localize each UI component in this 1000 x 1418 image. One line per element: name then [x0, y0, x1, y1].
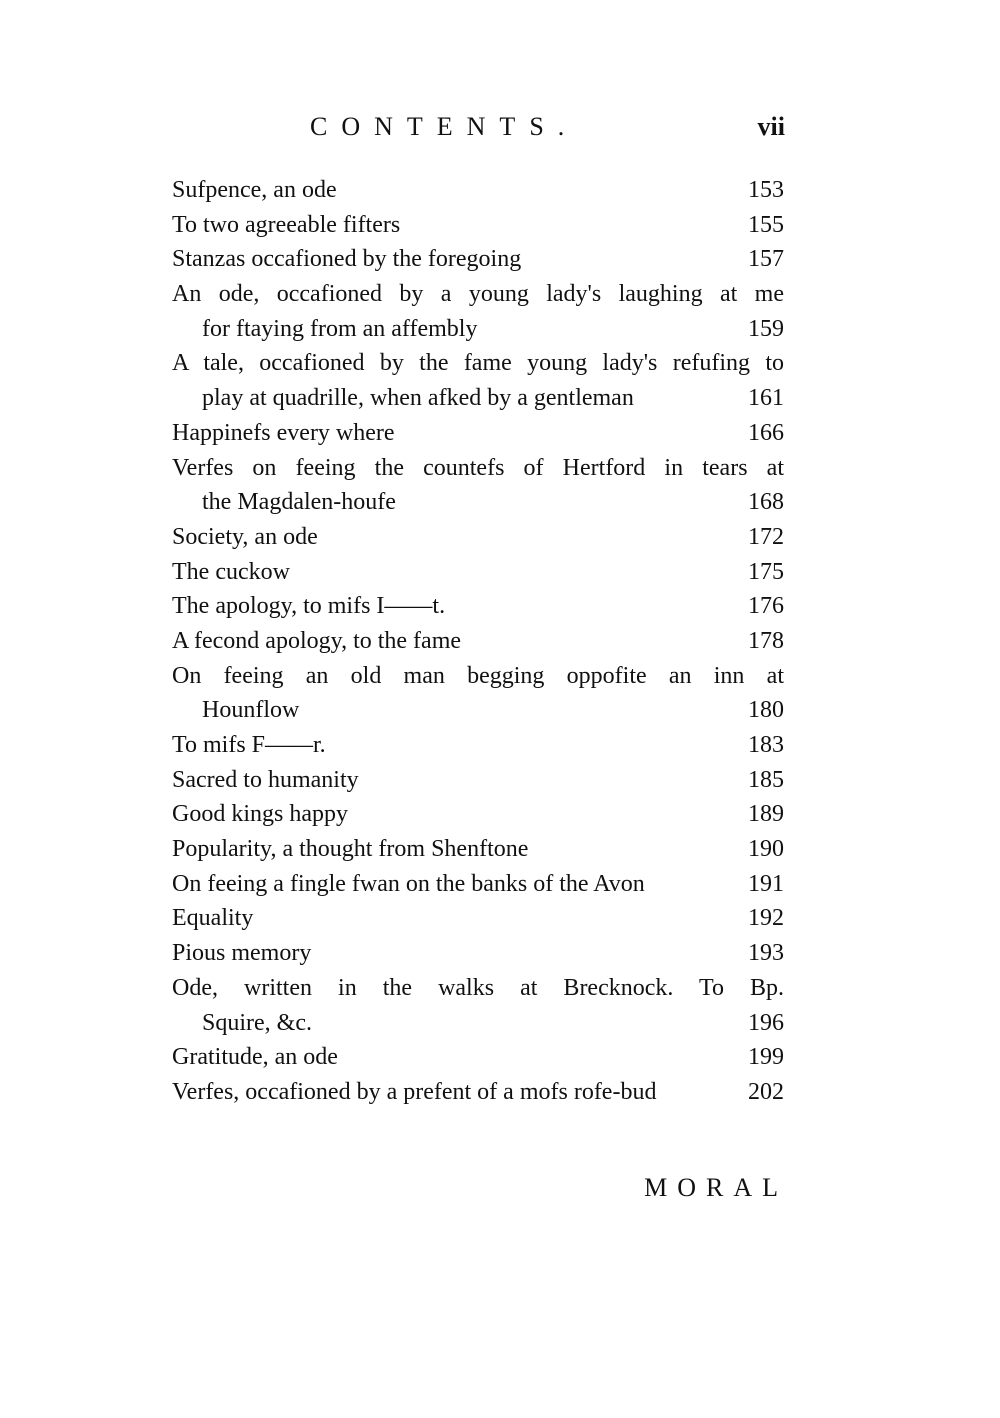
toc-entry-page-number: 193	[748, 940, 784, 967]
catchword: MORAL	[644, 1173, 788, 1202]
toc-entry-page-number: 191	[748, 870, 784, 897]
toc-entry	[172, 520, 784, 555]
toc-entry	[172, 1040, 784, 1075]
toc-entry-page-number: 199	[748, 1044, 784, 1071]
toc-entry-title: On feeing a fingle fwan on the banks of the Avon	[172, 870, 645, 897]
toc-entry-title: Gratitude, an ode	[172, 1044, 338, 1071]
toc-entry-page-number: 153	[748, 177, 784, 203]
toc-entry-page-number: 159	[748, 315, 784, 342]
toc-entry	[172, 763, 784, 798]
toc-entry-title: Stanzas occafioned by the foregoing	[172, 246, 522, 273]
toc-entry	[172, 901, 784, 936]
toc-entry	[172, 971, 784, 1006]
toc-entry	[172, 277, 784, 312]
toc-entry-page-number: 185	[748, 766, 784, 793]
toc-entry-page-number: 155	[748, 211, 784, 238]
page-title: CONTENTS.	[310, 112, 579, 141]
toc-entry-title: A fecond apology, to the fame	[172, 627, 462, 654]
toc-entry	[172, 728, 784, 763]
toc-entry-title: The cuckow	[172, 558, 290, 585]
toc-entry-continuation	[172, 693, 784, 728]
toc-entry-page-number: 172	[748, 523, 784, 550]
toc-entry-title: On feeing an old man begging oppofite an inn at	[172, 662, 784, 689]
toc-entry-page-number: 183	[748, 732, 784, 758]
toc-entry-page-number: 168	[748, 489, 784, 516]
toc-entry-page-number: 192	[748, 905, 784, 932]
toc-entry-continuation	[172, 312, 784, 347]
toc-entry-continuation	[172, 485, 784, 520]
toc-entry	[172, 242, 784, 277]
toc-entry-page-number: 189	[748, 801, 784, 828]
toc-entry-page-number: 180	[748, 697, 784, 724]
toc-entry-title: Pious memory	[172, 940, 312, 967]
toc-entry-title: Equality	[172, 905, 254, 932]
toc-entry-title: Happinefs every where	[172, 419, 395, 446]
toc-entry-title: Verfes on feeing the countefs of Hertford in tears at	[172, 454, 784, 481]
toc-entry-title: Society, an ode	[172, 523, 318, 550]
toc-entry-title: the Magdalen-houfe	[202, 489, 396, 516]
page-folio: vii	[757, 112, 785, 141]
toc-entry	[172, 589, 784, 624]
toc-entry	[172, 451, 784, 486]
toc-entry	[172, 659, 784, 694]
toc-entry	[172, 624, 784, 659]
toc-entry	[172, 346, 784, 381]
running-head	[170, 112, 785, 152]
toc-entry-title: for ftaying from an affembly	[202, 315, 478, 342]
toc-entry-page-number: 166	[748, 419, 784, 446]
toc-entry-title: A tale, occafioned by the fame young lady's refufing to	[172, 350, 784, 377]
toc-entry	[172, 416, 784, 451]
contents-list	[172, 173, 784, 1110]
toc-entry-title: To two agreeable fifters	[172, 211, 401, 238]
toc-entry-page-number: 176	[748, 593, 784, 620]
toc-entry-page-number: 157	[748, 246, 784, 273]
toc-entry-title: The apology, to mifs I——t.	[172, 593, 446, 620]
toc-entry	[172, 797, 784, 832]
toc-entry	[172, 555, 784, 590]
toc-entry-page-number: 202	[748, 1078, 784, 1105]
toc-entry	[172, 173, 784, 208]
toc-entry-title: To mifs F——r.	[172, 732, 326, 758]
toc-entry-title: Ode, written in the walks at Brecknock. To Bp.	[172, 974, 784, 1001]
toc-entry-title: Sufpence, an ode	[172, 177, 337, 203]
toc-entry-page-number: 161	[748, 385, 784, 412]
toc-entry-page-number: 178	[748, 627, 784, 654]
toc-entry-title: Squire, &c.	[202, 1009, 312, 1036]
toc-entry	[172, 208, 784, 243]
toc-entry	[172, 1075, 784, 1110]
toc-entry-title: Good kings happy	[172, 801, 348, 828]
toc-entry	[172, 936, 784, 971]
toc-entry-title: Popularity, a thought from Shenftone	[172, 836, 529, 863]
toc-entry	[172, 832, 784, 867]
toc-entry-title: play at quadrille, when afked by a gentleman	[202, 385, 634, 412]
toc-entry-continuation	[172, 1006, 784, 1041]
toc-entry-page-number: 190	[748, 836, 784, 863]
toc-entry-title: Sacred to humanity	[172, 766, 359, 793]
toc-entry-page-number: 196	[748, 1009, 784, 1036]
toc-entry	[172, 867, 784, 902]
toc-entry-page-number: 175	[748, 558, 784, 585]
toc-entry-title: An ode, occafioned by a young lady's laughing at me	[172, 281, 784, 308]
toc-entry-title: Verfes, occafioned by a prefent of a mofs rofe-bud	[172, 1078, 657, 1105]
toc-entry-title: Hounflow	[202, 697, 300, 724]
toc-entry-continuation	[172, 381, 784, 416]
